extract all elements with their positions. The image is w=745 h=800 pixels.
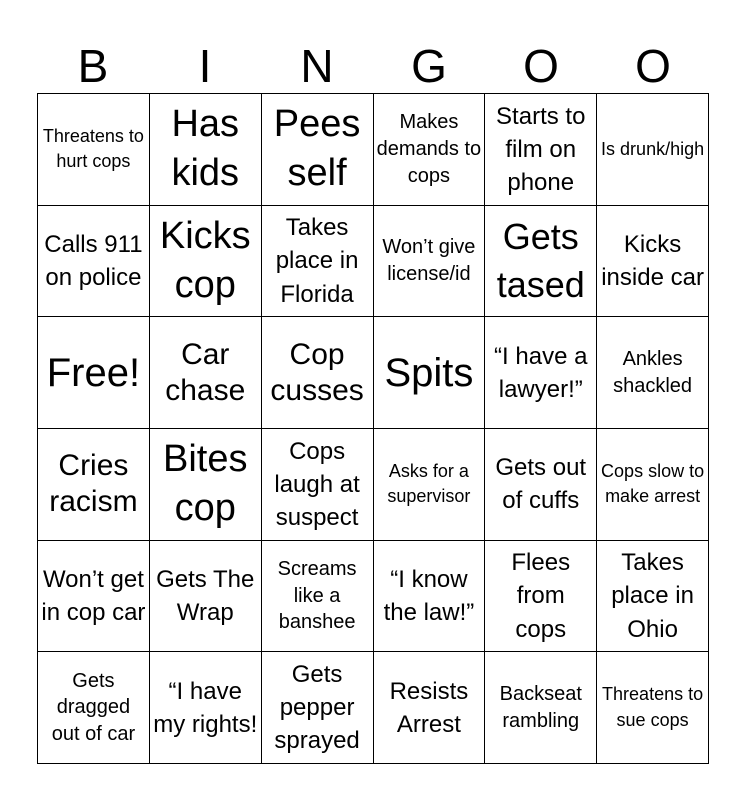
cell-label: Gets pepper sprayed (274, 660, 360, 755)
cell-label: Won’t give license/id (382, 236, 476, 285)
cell-label: “I have my rights! (153, 677, 258, 738)
cell-label: Threatens to hurt cops (42, 126, 144, 172)
cell-label: “I know the law!” (383, 565, 475, 626)
bingo-cell[interactable] (38, 206, 150, 318)
cell-label: Resists Arrest (389, 677, 469, 738)
bingo-cell[interactable] (597, 94, 709, 206)
bingo-cell[interactable] (262, 541, 374, 653)
header-letter-i: I (198, 40, 212, 92)
cell-label: Is drunk/high (601, 138, 705, 159)
bingo-cell[interactable] (485, 652, 597, 764)
cell-label: Backseat rambling (499, 683, 582, 732)
cell-label: Asks for a supervisor (387, 461, 471, 507)
cell-label: Makes demands to cops (376, 111, 482, 187)
bingo-cell[interactable] (150, 429, 262, 541)
bingo-cell[interactable] (38, 94, 150, 206)
cell-label: Bites cop (163, 437, 248, 530)
cell-label: Calls 911 on police (44, 230, 143, 291)
cell-label: Gets The Wrap (156, 565, 255, 626)
cell-label: Threatens to sue cops (602, 684, 704, 730)
bingo-cell[interactable] (374, 652, 486, 764)
bingo-cell[interactable] (597, 206, 709, 318)
cell-label: Cop cusses (270, 337, 364, 407)
bingo-cell[interactable] (597, 541, 709, 653)
cell-label: Car chase (165, 337, 246, 407)
bingo-cell[interactable] (262, 206, 374, 318)
bingo-cell[interactable] (485, 429, 597, 541)
header-letter-o-2: O (635, 40, 671, 92)
bingo-cell[interactable] (38, 652, 150, 764)
header-letter-o: O (523, 40, 559, 92)
cell-label: Gets tased (496, 216, 585, 305)
cell-label: “I have a lawyer!” (494, 342, 588, 403)
bingo-cell[interactable] (597, 652, 709, 764)
cell-label: Cops laugh at suspect (274, 437, 360, 531)
header-letter-g: G (411, 40, 447, 92)
bingo-cell[interactable] (262, 94, 374, 206)
cell-label: Kicks inside car (601, 230, 704, 291)
bingo-cell[interactable] (150, 652, 262, 764)
header-letter-n: N (300, 40, 334, 92)
header-letter-b: B (77, 40, 109, 92)
bingo-cell[interactable] (597, 429, 709, 541)
bingo-cell[interactable] (38, 541, 150, 653)
bingo-cell[interactable] (597, 317, 709, 429)
cell-label: Won’t get in cop car (41, 565, 146, 626)
bingo-cell[interactable] (485, 94, 597, 206)
cell-label: Has kids (171, 102, 240, 195)
cell-label: Screams like a banshee (277, 558, 357, 634)
bingo-cell[interactable] (150, 317, 262, 429)
cell-label: Takes place in Ohio (611, 549, 694, 643)
bingo-cell[interactable] (374, 94, 486, 206)
cell-label: Gets out of cuffs (495, 454, 587, 515)
bingo-cell[interactable] (150, 541, 262, 653)
free-space[interactable] (38, 317, 150, 429)
bingo-cell[interactable] (374, 541, 486, 653)
bingo-cell[interactable] (262, 317, 374, 429)
bingo-cell[interactable] (150, 94, 262, 206)
bingo-cell[interactable] (374, 429, 486, 541)
bingo-cell[interactable] (485, 206, 597, 318)
bingo-cell[interactable] (150, 206, 262, 318)
bingo-board (37, 93, 709, 764)
cell-label: Takes place in Florida (275, 214, 359, 308)
cell-label: Kicks cop (159, 214, 251, 306)
bingo-cell[interactable] (38, 429, 150, 541)
bingo-cell[interactable] (485, 317, 597, 429)
cell-label: Cries racism (49, 449, 138, 519)
bingo-cell[interactable] (262, 429, 374, 541)
bingo-cell[interactable] (374, 317, 486, 429)
bingo-cell[interactable] (262, 652, 374, 764)
cell-label: Spits (384, 350, 474, 395)
cell-label: Pees self (273, 102, 361, 195)
cell-label: Gets dragged out of car (51, 669, 136, 745)
cell-label: Flees from cops (511, 549, 571, 643)
bingo-cell[interactable] (374, 206, 486, 318)
cell-label: Ankles shackled (613, 348, 693, 397)
bingo-cell[interactable] (485, 541, 597, 653)
cell-label: Cops slow to make arrest (601, 461, 705, 507)
cell-label: Free! (46, 350, 141, 395)
bingo-header (37, 38, 709, 94)
cell-label: Starts to film on phone (496, 102, 586, 196)
